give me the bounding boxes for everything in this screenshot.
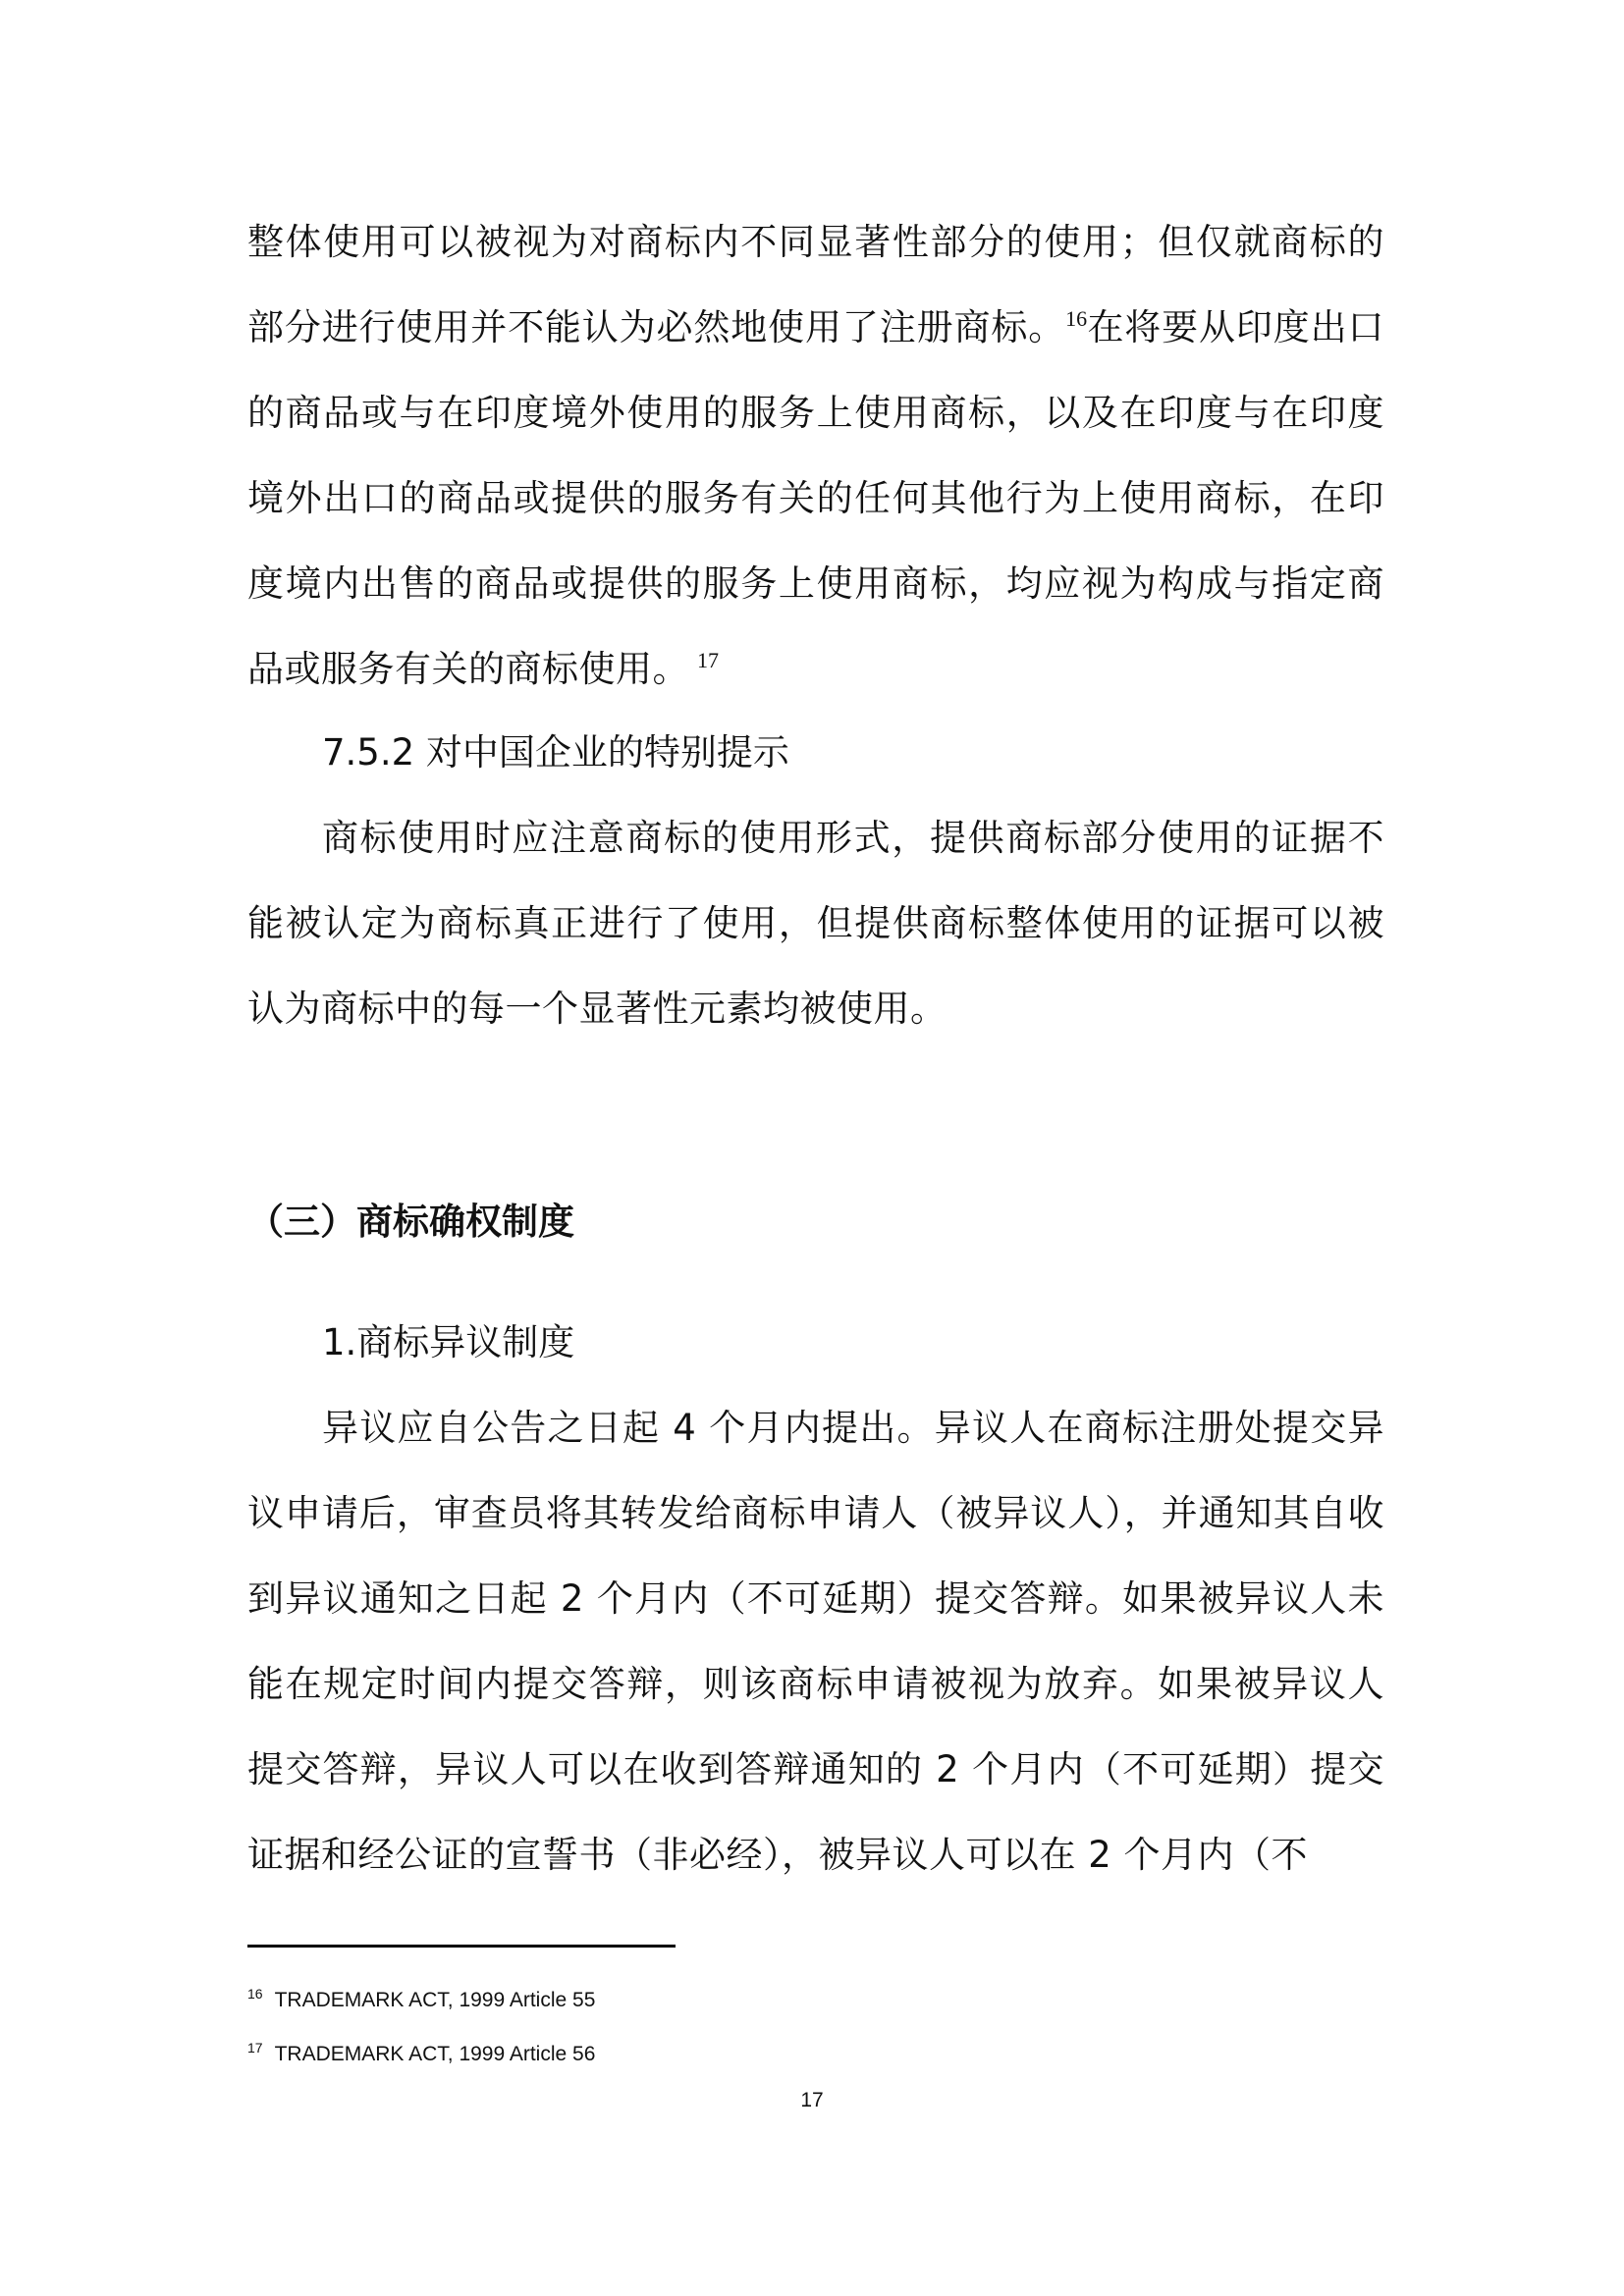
paragraph-text: 在将要从印度出口的商品或与在印度境外使用的服务上使用商标，以及在印度与在印度境外出口的商品或提供的服务有关的任何其他行为上使用商标，在印度境内出售的商品或提供的服务上使用商标，均应视为构成与指定商品或服务有关的商标使用。 — [247, 306, 1385, 690]
page-number: 17 — [800, 2089, 824, 2111]
footnote-separator — [247, 1945, 676, 1948]
paragraph-notice-body: 商标使用时应注意商标的使用形式，提供商标部分使用的证据不能被认定为商标真正进行了使用，但提供商标整体使用的证据可以被认为商标中的每一个显著性元素均被使用。 — [247, 817, 1384, 1030]
footnote-text: TRADEMARK ACT, 1999 Article 55 — [274, 1989, 596, 2011]
footnote-number: 17 — [247, 2040, 263, 2056]
paragraph-trademark-use — [247, 199, 1384, 712]
footnote-number: 16 — [247, 1986, 263, 2002]
subheading-special-notice: 7.5.2 对中国企业的特别提示 — [322, 731, 789, 774]
paragraph-text: 整体使用可以被视为对商标内不同显著性部分的使用；但仅就商标的部分进行使用并不能认为必然地使用了注册商标。 — [247, 221, 1384, 348]
paragraph-opposition-body: 异议应自公告之日起 4 个月内提出。异议人在商标注册处提交异议申请后，审查员将其转发给商标申请人（被异议人），并通知其自收到异议通知之日起 2 个月内（不可延期）提交答辩。如果被异议人未能在规定时间内提交答辩，则该商标申请被视为放弃。如果被异议人提交答辩，异议人可以在收到答辩通知的 2 个月内（不可延期）提交证据和经公证的宣誓书（非必经），被异议人可以在 2 个月内（不 — [247, 1407, 1384, 1876]
footnote-17 — [247, 2033, 595, 2069]
subheading-opposition-system: 1.商标异议制度 — [322, 1321, 575, 1363]
footnote-16 — [247, 1979, 595, 2015]
footnote-ref-17[interactable]: 17 — [697, 648, 719, 672]
section-heading-confirmation: （三）商标确权制度 — [247, 1201, 574, 1243]
footnote-text: TRADEMARK ACT, 1999 Article 56 — [274, 2043, 596, 2065]
footnote-ref-16[interactable]: 16 — [1065, 306, 1088, 331]
